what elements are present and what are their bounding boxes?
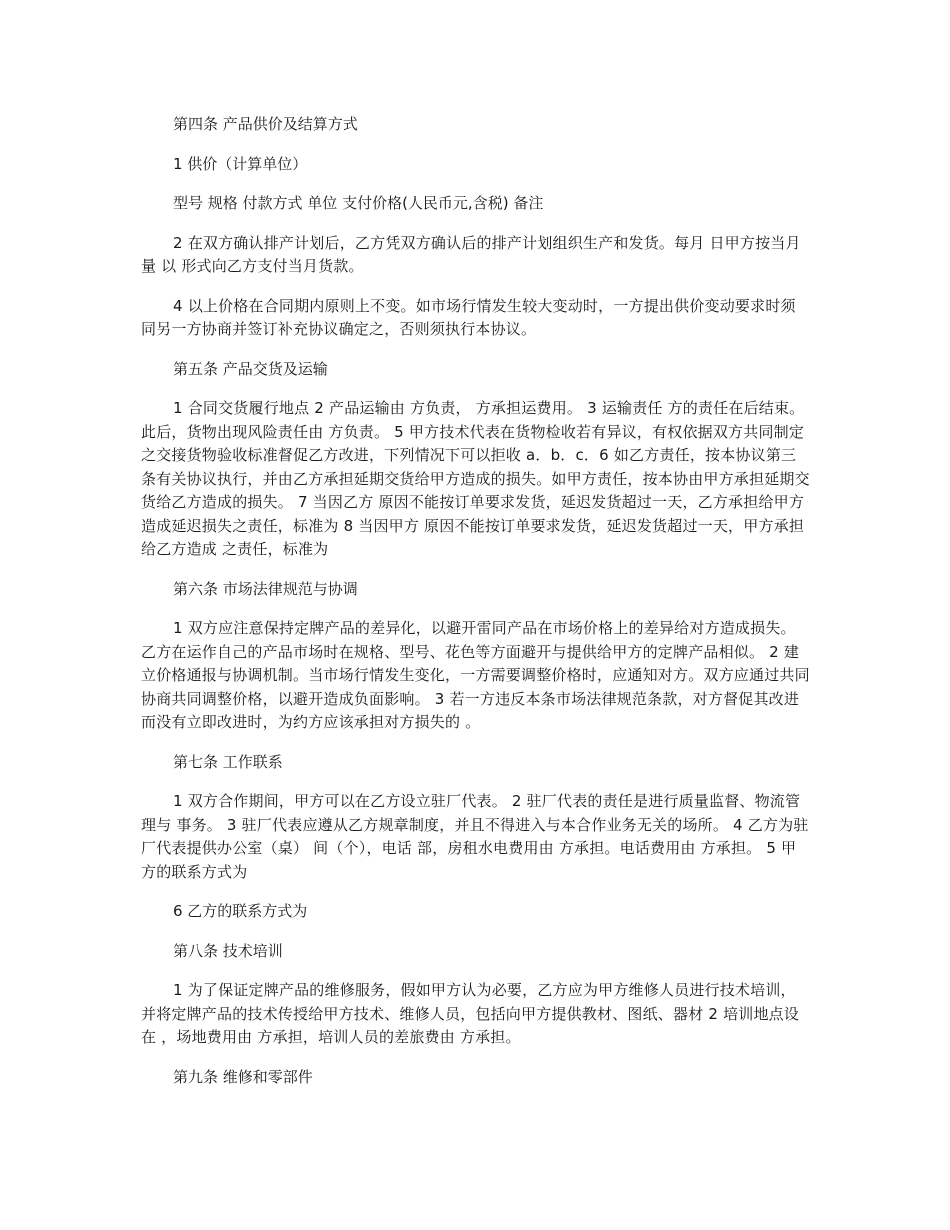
section-heading-4: 第四条 产品供价及结算方式 (173, 115, 358, 133)
section-heading-7: 第七条 工作联系 (173, 752, 283, 771)
paragraph: 4 以上价格在合同期内原则上不变。如市场行情发生较大变动时，一方提出供价变动要求时须同另一方协商并签订补充协议确定之，否则须执行本协议。 (141, 296, 796, 338)
paragraph: 2 在双方确认排产计划后，乙方凭双方确认后的排产计划组织生产和发货。每月 日甲方按当月 量 以 形式向乙方支付当月货款。 (141, 233, 801, 275)
paragraph: 1 合同交货履行地点 2 产品运输由 方负责， 方承担运费用。 3 运输责任 方的责任在后结束。此后，货物出现风险责任由 方负责。 5 甲方技术代表在货物检收若有异议，有权依据双方共同制定之交接货物验收标准督促乙方改进，下列情况下可以拒收 a．b．c．6 如乙方责任，按本协议第三条有关协议执行，并由乙方承担延期交货给甲方造成的损失。如甲方责任，按本协由甲方承担延期交货给乙方造成的损失。 7 当因乙方 原因不能按订单要求发货，延迟发货超过一天，乙方承担给甲方造成延迟损失之责任，标准为 8 当因甲方 原因不能按订单要求发货，延迟发货超过一天，甲方承担给乙方造成 之责任，标准为 (141, 399, 810, 558)
contact-line: 6 乙方的联系方式为 (173, 902, 308, 920)
section-heading-6: 第六条 市场法律规范与协调 (173, 579, 358, 598)
price-table-header: 型号 规格 付款方式 单位 支付价格(人民币元,含税) 备注 (173, 194, 544, 212)
price-subheading: 1 供价（计算单位） (173, 154, 308, 173)
section-heading-9: 第九条 维修和零部件 (173, 1067, 313, 1086)
section-heading-8: 第八条 技术培训 (173, 941, 283, 960)
section-heading-5: 第五条 产品交货及运输 (173, 359, 328, 378)
paragraph: 1 双方合作期间，甲方可以在乙方设立驻厂代表。 2 驻厂代表的责任是进行质量监督、物流管理与 事务。 3 驻厂代表应遵从乙方规章制度，并且不得进入与本合作业务无关的场所。 4 乙方为驻厂代表提供办公室（桌） 间（个），电话 部，房租水电费用由 方承担。电话费用由 方承担。 5 甲方的联系方式为 (141, 792, 809, 881)
paragraph: 1 为了保证定牌产品的维修服务，假如甲方认为必要，乙方应为甲方维修人员进行技术培训，并将定牌产品的技术传授给甲方技术、维修人员，包括向甲方提供教材、图纸、器材 2 培训地点设在 ，场地费用由 方承担，培训人员的差旅费由 方承担。 (141, 981, 800, 1046)
paragraph: 1 双方应注意保持定牌产品的差异化，以避开雷同产品在市场价格上的差异给对方造成损失。乙方在运作自己的产品市场时在规格、型号、花色等方面避开与提供给甲方的定牌产品相似。 2 建立价格通报与协调机制。当市场行情发生变化，一方需要调整价格时，应通知对方。双方应通过共同协商共同调整价格，以避开造成负面影响。 3 若一方违反本条市场法律规范条款，对方督促其改进而没有立即改进时，为约方应该承担对方损失的 。 (141, 619, 810, 731)
